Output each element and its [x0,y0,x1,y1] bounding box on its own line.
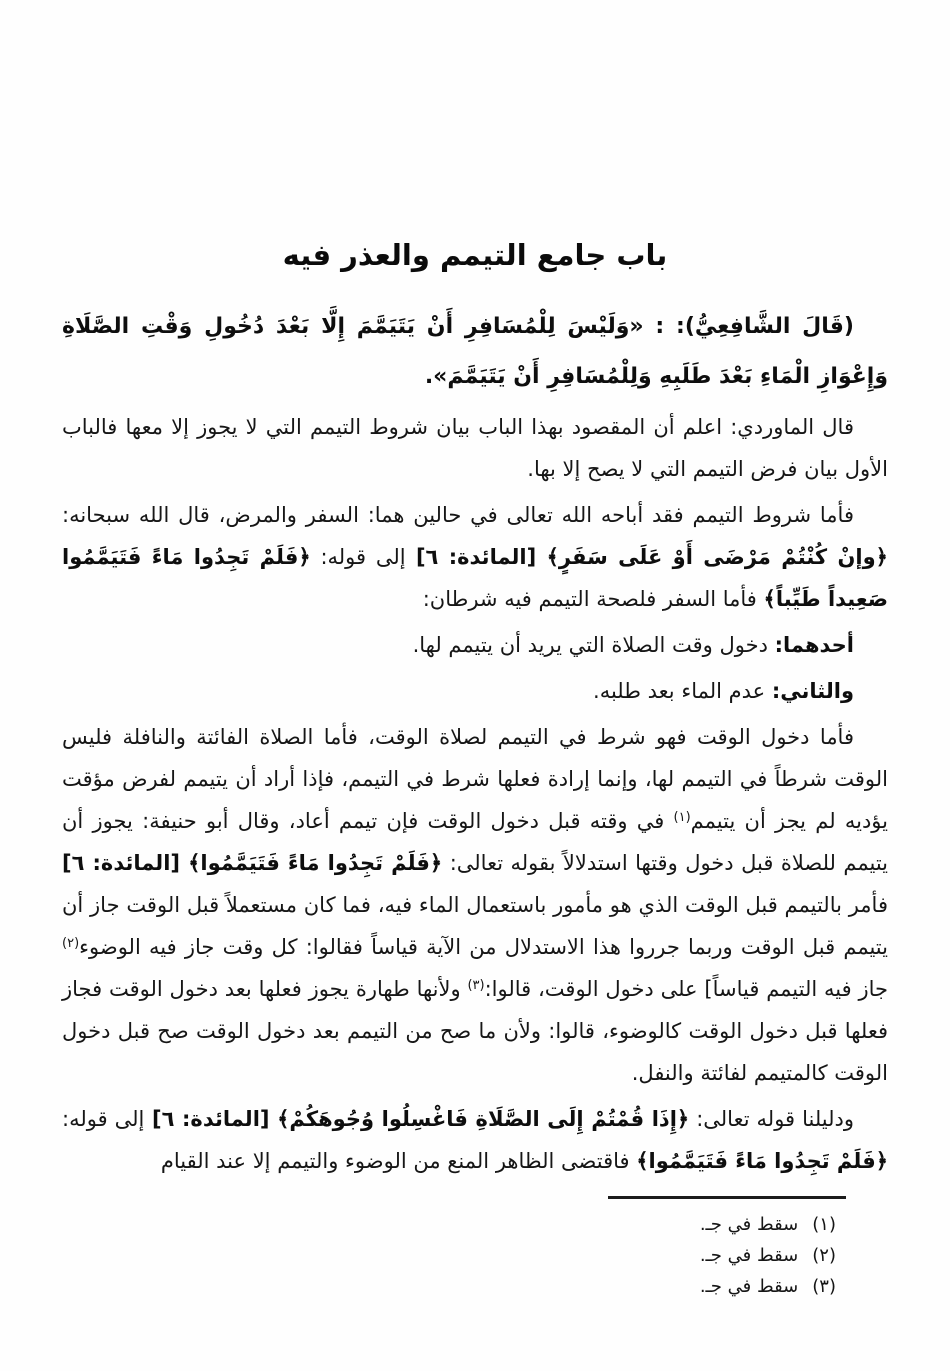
footnote-text: سقط في جـ. [699,1276,799,1297]
text-segment: فأمر بالتيمم قبل الوقت الذي هو مأمور باستعمال الماء فيه، فما كان مستعملاً قبل الوقت جاز أن يتيمم قبل الوقت وربما جرروا هذا الاستدلال من الآية قياساً فقالوا: كل وقت جاز فيه الوضوء [62,893,888,959]
text-segment: : : «وَلَيْسَ لِلْمُسَافِرِ أَنْ يَتَيَمَّمَ إِلَّا بَعْدَ دُخُولِ وَقْتِ الصَّلَاةِ وَإِعْوَازِ الْمَاءِ بَعْدَ طَلَبِهِ وَلِلْمُسَافِرِ أَنْ يَتَيَمَّمَ». [62,314,888,389]
text-segment: فأما شروط التيمم فقد أباحه الله تعالى في حالين هما: السفر والمرض، قال الله سبحانه: [62,503,854,527]
text-segment: في وقته قبل دخول الوقت فإن تيمم أعاد، وقال أبو حنيفة: يجوز أن يتيمم للصلاة قبل دخول وقتها استدلالاً بقوله تعالى: [62,809,889,875]
footnotes-list [62,1209,836,1302]
text-segment: إلى قوله: [310,545,406,569]
verse-reference: [المائدة: ٦] [405,545,547,569]
conditions-paragraph [62,494,888,620]
footnote-item [62,1209,836,1240]
text-segment: جاز فيه التيمم قياساً] على دخول الوقت، قالوا: [484,977,889,1001]
quran-quote: ﴿إِذَا قُمْتُمْ إِلَى الصَّلَاةِ فَاغْسِلُوا وُجُوهَكُمْ﴾ [277,1107,690,1131]
verse-reference: [المائدة: ٦] [62,851,189,875]
footnote-item [62,1240,836,1271]
text-segment: أحدهما: [774,633,854,657]
text-segment: فأما دخول الوقت فهو شرط في التيمم لصلاة الوقت، فأما الصلاة الفائتة والنافلة فليس الوقت شرطاً في التيمم لها، وإنما إرادة فعلها شرط في التيمم، فإذا أراد أن يتيمم لفرض مؤقت يؤديه لم يجز أن يتيمم [62,725,888,833]
footnote-item [62,1271,836,1302]
footnote-text: سقط في جـ. [699,1214,799,1235]
mawardi-intro-paragraph [62,406,888,490]
footnote-marker: (٢) [812,1245,836,1266]
footnote-ref: (١) [673,810,691,825]
quran-quote: ﴿فَلَمْ تَجِدُوا مَاءً فَتَيَمَّمُوا صَعِيداً طَيِّباً﴾ [62,545,888,611]
verse-reference: [المائدة: ٦] [144,1107,278,1131]
text-segment: فأما السفر فلصحة التيمم فيه شرطان: [422,587,764,611]
quran-quote: ﴿فَلَمْ تَجِدُوا مَاءً فَتَيَمَّمُوا﴾ [188,851,443,875]
speaker-label: (قَالَ الشَّافِعِيُّ) [684,314,854,339]
text-segment: إلى قوله: [62,1107,145,1131]
footnote-text: سقط في جـ. [699,1245,799,1266]
text-segment: ودليلنا قوله تعالى: [689,1107,854,1131]
text-segment: فاقتضى الظاهر المنع من الوضوء والتيمم إلا عند القيام [160,1149,637,1173]
first-condition-paragraph [62,624,888,666]
footnote-ref: (٢) [62,936,80,951]
text-segment: ولأنها طهارة يجوز فعلها بعد دخول الوقت فجاز فعلها قبل دخول الوقت كالوضوء، قالوا: ولأن ما صح من التيمم بعد دخول الوقت صح قبل دخول الوقت كالمتيمم لفائتة والنفل. [62,977,888,1085]
text-segment: عدم الماء بعد طلبه. [593,679,772,703]
time-discussion-paragraph [62,716,888,1094]
evidence-paragraph [62,1098,888,1182]
footnote-ref: (٣) [467,978,485,993]
text-segment: قال الماوردي: اعلم أن المقصود بهذا الباب بيان شروط التيمم التي لا يجوز إلا معها فالباب الأول بيان فرض التيمم التي لا يصح إلا بها. [62,415,888,481]
footnote-marker: (١) [812,1214,836,1235]
body-text [62,302,888,1182]
text-segment: دخول وقت الصلاة التي يريد أن يتيمم لها. [412,633,775,657]
second-condition-paragraph [62,670,888,712]
quran-quote: ﴿وإنْ كُنْتُمْ مَرْضَى أَوْ عَلَى سَفَرٍ﴾ [546,545,888,569]
chapter-title: باب جامع التيمم والعذر فيه [282,238,668,272]
footnote-area [62,1196,888,1302]
footnote-marker: (٣) [812,1276,836,1297]
quran-quote: ﴿فَلَمْ تَجِدُوا مَاءً فَتَيَمَّمُوا﴾ [636,1149,888,1173]
footnote-separator [608,1196,846,1199]
text-segment: والثاني: [771,679,854,703]
matn-paragraph [62,302,888,402]
